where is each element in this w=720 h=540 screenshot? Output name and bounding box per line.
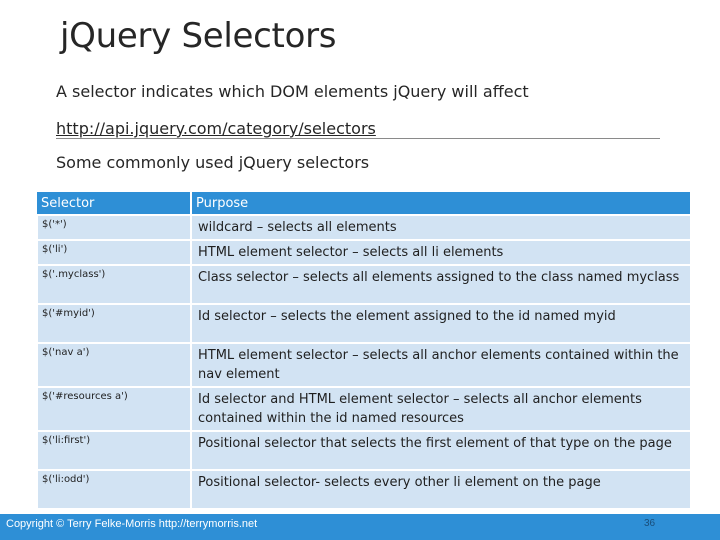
intro-text: A selector indicates which DOM elements jQuery will affect bbox=[56, 82, 529, 101]
purpose-cell: HTML element selector – selects all anchor elements contained within the nav element bbox=[191, 343, 691, 387]
selectors-table bbox=[36, 192, 692, 510]
page-number: 36 bbox=[644, 518, 656, 529]
selector-cell: $('li') bbox=[37, 240, 191, 265]
purpose-cell: HTML element selector – selects all li elements bbox=[191, 240, 691, 265]
selector-cell: $('.myclass') bbox=[37, 265, 191, 304]
selector-cell: $('*') bbox=[37, 215, 191, 240]
copyright-text: Copyright © Terry Felke-Morris http://terrymorris.net bbox=[6, 518, 258, 530]
selectors-doc-link[interactable]: http://api.jquery.com/category/selectors bbox=[56, 119, 376, 138]
table-row bbox=[37, 343, 691, 387]
selector-cell: $('#resources a') bbox=[37, 387, 191, 431]
header-selector: Selector bbox=[37, 192, 191, 215]
purpose-cell: Class selector – selects all elements assigned to the class named myclass bbox=[191, 265, 691, 304]
table-row bbox=[37, 431, 691, 470]
purpose-cell: wildcard – selects all elements bbox=[191, 215, 691, 240]
selector-cell: $('nav a') bbox=[37, 343, 191, 387]
table-row bbox=[37, 387, 691, 431]
selector-cell: $('#myid') bbox=[37, 304, 191, 343]
table-row bbox=[37, 304, 691, 343]
table-header-row bbox=[37, 192, 691, 215]
subheading: Some commonly used jQuery selectors bbox=[56, 153, 370, 172]
table-row bbox=[37, 265, 691, 304]
purpose-cell: Id selector and HTML element selector – selects all anchor elements contained within the id named resources bbox=[191, 387, 691, 431]
table-row bbox=[37, 215, 691, 240]
link-row bbox=[56, 119, 660, 139]
table-row bbox=[37, 470, 691, 509]
header-purpose: Purpose bbox=[191, 192, 691, 215]
selector-cell: $('li:first') bbox=[37, 431, 191, 470]
table-row bbox=[37, 240, 691, 265]
selector-cell: $('li:odd') bbox=[37, 470, 191, 509]
purpose-cell: Positional selector- selects every other li element on the page bbox=[191, 470, 691, 509]
footer-bar bbox=[0, 514, 720, 540]
purpose-cell: Id selector – selects the element assigned to the id named myid bbox=[191, 304, 691, 343]
slide-title: jQuery Selectors bbox=[60, 16, 337, 56]
purpose-cell: Positional selector that selects the first element of that type on the page bbox=[191, 431, 691, 470]
